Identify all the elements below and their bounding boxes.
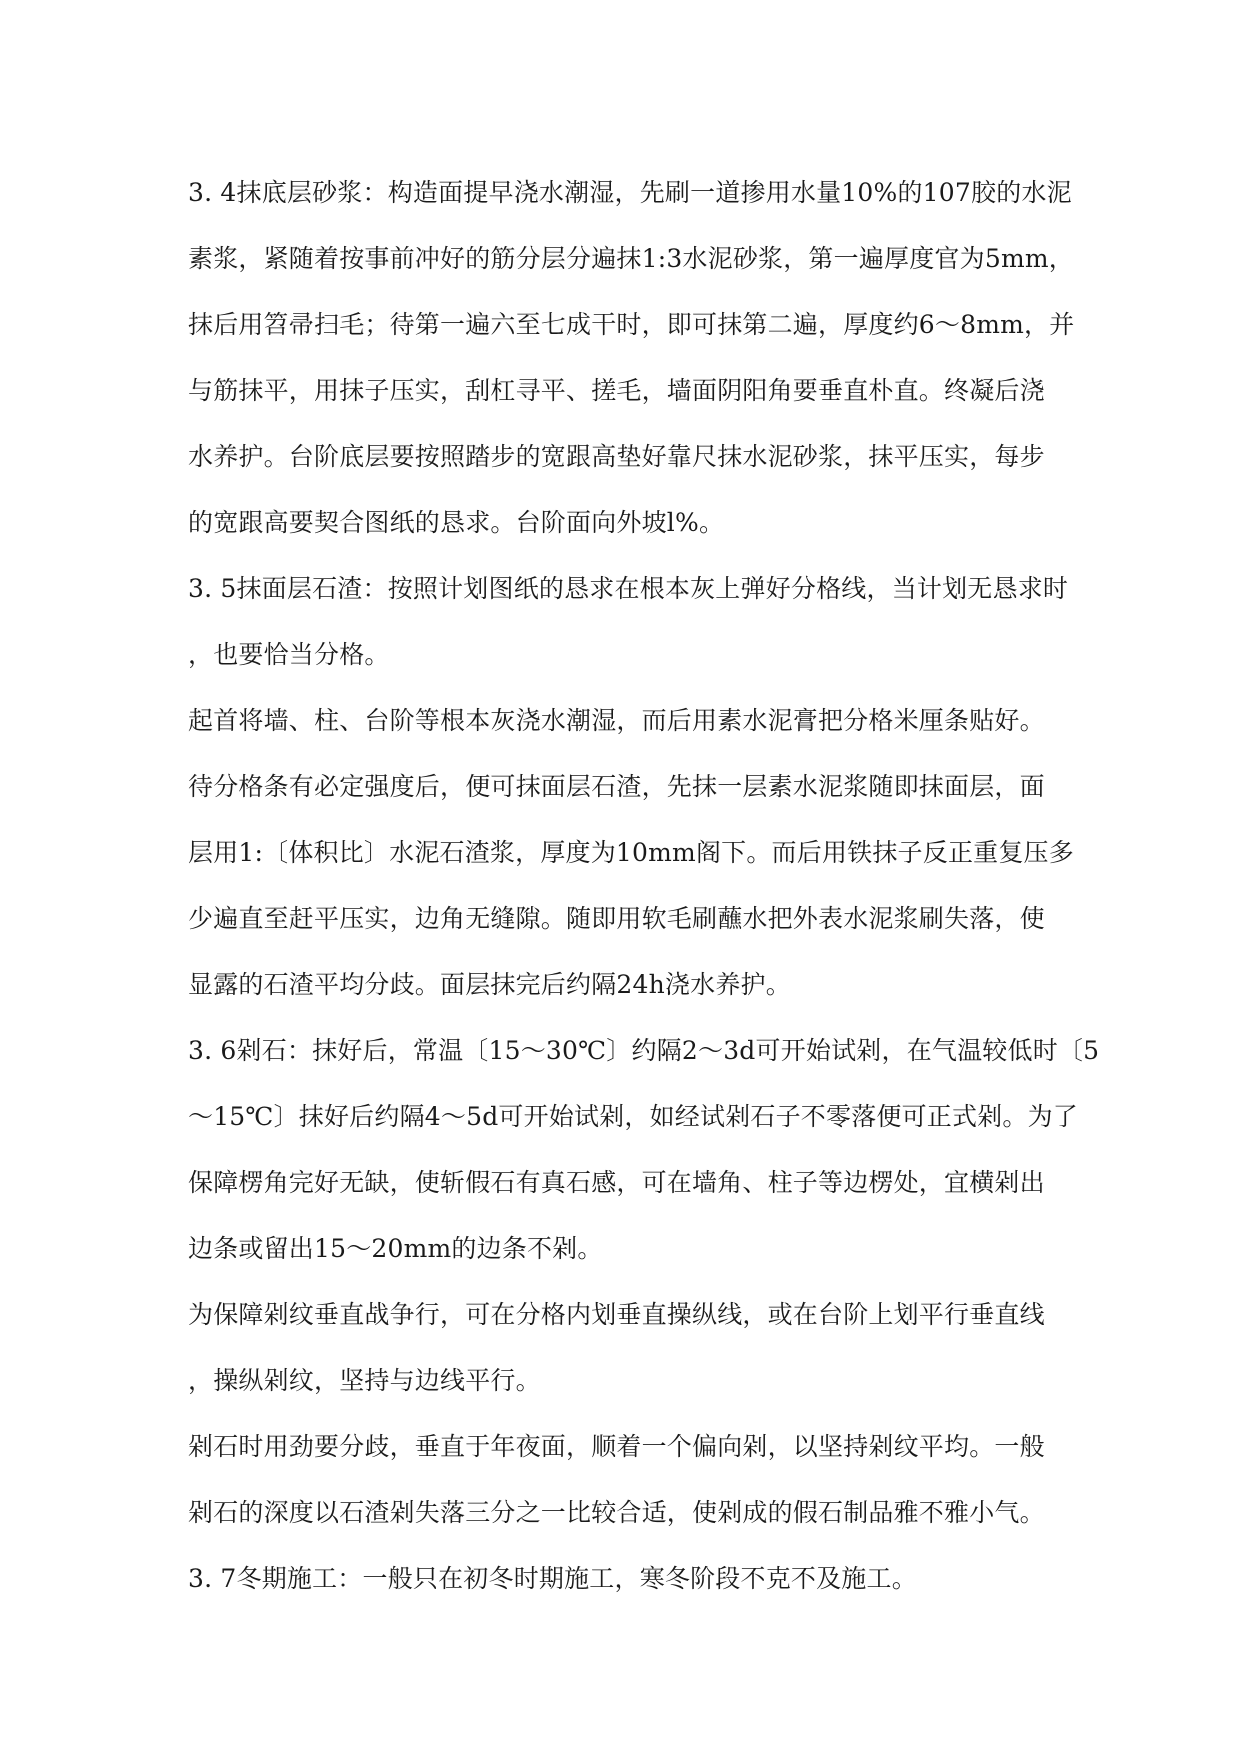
text-line: 保障楞角完好无缺，使斩假石有真石感，可在墙角、柱子等边楞处，宜横剁出	[188, 1168, 1045, 1197]
text-line: 起首将墙、柱、台阶等根本灰浇水潮湿，而后用素水泥膏把分格米厘条贴好。	[188, 706, 1045, 735]
text-line: 待分格条有必定强度后，便可抹面层石渣，先抹一层素水泥浆随即抹面层，面	[188, 772, 1045, 801]
text-line: 层用1:〔体积比〕水泥石渣浆，厚度为10mm阁下。而后用铁抹子反正重复压多	[188, 838, 1074, 867]
text-line: 3. 6剁石：抹好后，常温〔15～30℃〕约隔2～3d可开始试剁，在气温较低时〔5	[188, 1036, 1100, 1065]
text-line: 水养护。台阶底层要按照踏步的宽跟高垫好靠尺抹水泥砂浆，抹平压实，每步	[188, 442, 1045, 471]
document-body	[188, 160, 1100, 1612]
text-line: 的宽跟高要契合图纸的恳求。台阶面向外坡l%。	[188, 508, 725, 537]
text-line: 显露的石渣平均分歧。面层抹完后约隔24h浇水养护。	[188, 970, 791, 999]
text-line: 为保障剁纹垂直战争行，可在分格内划垂直操纵线，或在台阶上划平行垂直线	[188, 1300, 1045, 1329]
text-line: 边条或留出15～20mm的边条不剁。	[188, 1234, 603, 1263]
text-line: 少遍直至赶平压实，边角无缝隙。随即用软毛刷蘸水把外表水泥浆刷失落，使	[188, 904, 1045, 933]
text-line: 3. 5抹面层石渣：按照计划图纸的恳求在根本灰上弹好分格线，当计划无恳求时	[188, 574, 1069, 603]
text-line: 3. 7冬期施工：一般只在初冬时期施工，寒冬阶段不克不及施工。	[188, 1564, 917, 1593]
text-line: ，也要恰当分格。	[188, 640, 390, 669]
text-line: ，操纵剁纹，坚持与边线平行。	[188, 1366, 541, 1395]
text-line: 与筋抹平，用抹子压实，刮杠寻平、搓毛，墙面阴阳角要垂直朴直。终凝后浇	[188, 376, 1045, 405]
text-line: 剁石的深度以石渣剁失落三分之一比较合适，使剁成的假石制品雅不雅小气。	[188, 1498, 1045, 1527]
text-line: 抹后用笤帚扫毛；待第一遍六至七成干时，即可抹第二遍，厚度约6～8mm，并	[188, 310, 1075, 339]
text-line: ～15℃〕抹好后约隔4～5d可开始试剁，如经试剁石子不零落便可正式剁。为了	[188, 1102, 1078, 1131]
text-line: 3. 4抹底层砂浆：构造面提早浇水潮湿，先刷一道掺用水量10%的107胶的水泥	[188, 178, 1072, 207]
text-line: 剁石时用劲要分歧，垂直于年夜面，顺着一个偏向剁，以坚持剁纹平均。一般	[188, 1432, 1045, 1461]
text-line: 素浆，紧随着按事前冲好的筋分层分遍抹1:3水泥砂浆，第一遍厚度官为5mm，	[188, 244, 1074, 273]
